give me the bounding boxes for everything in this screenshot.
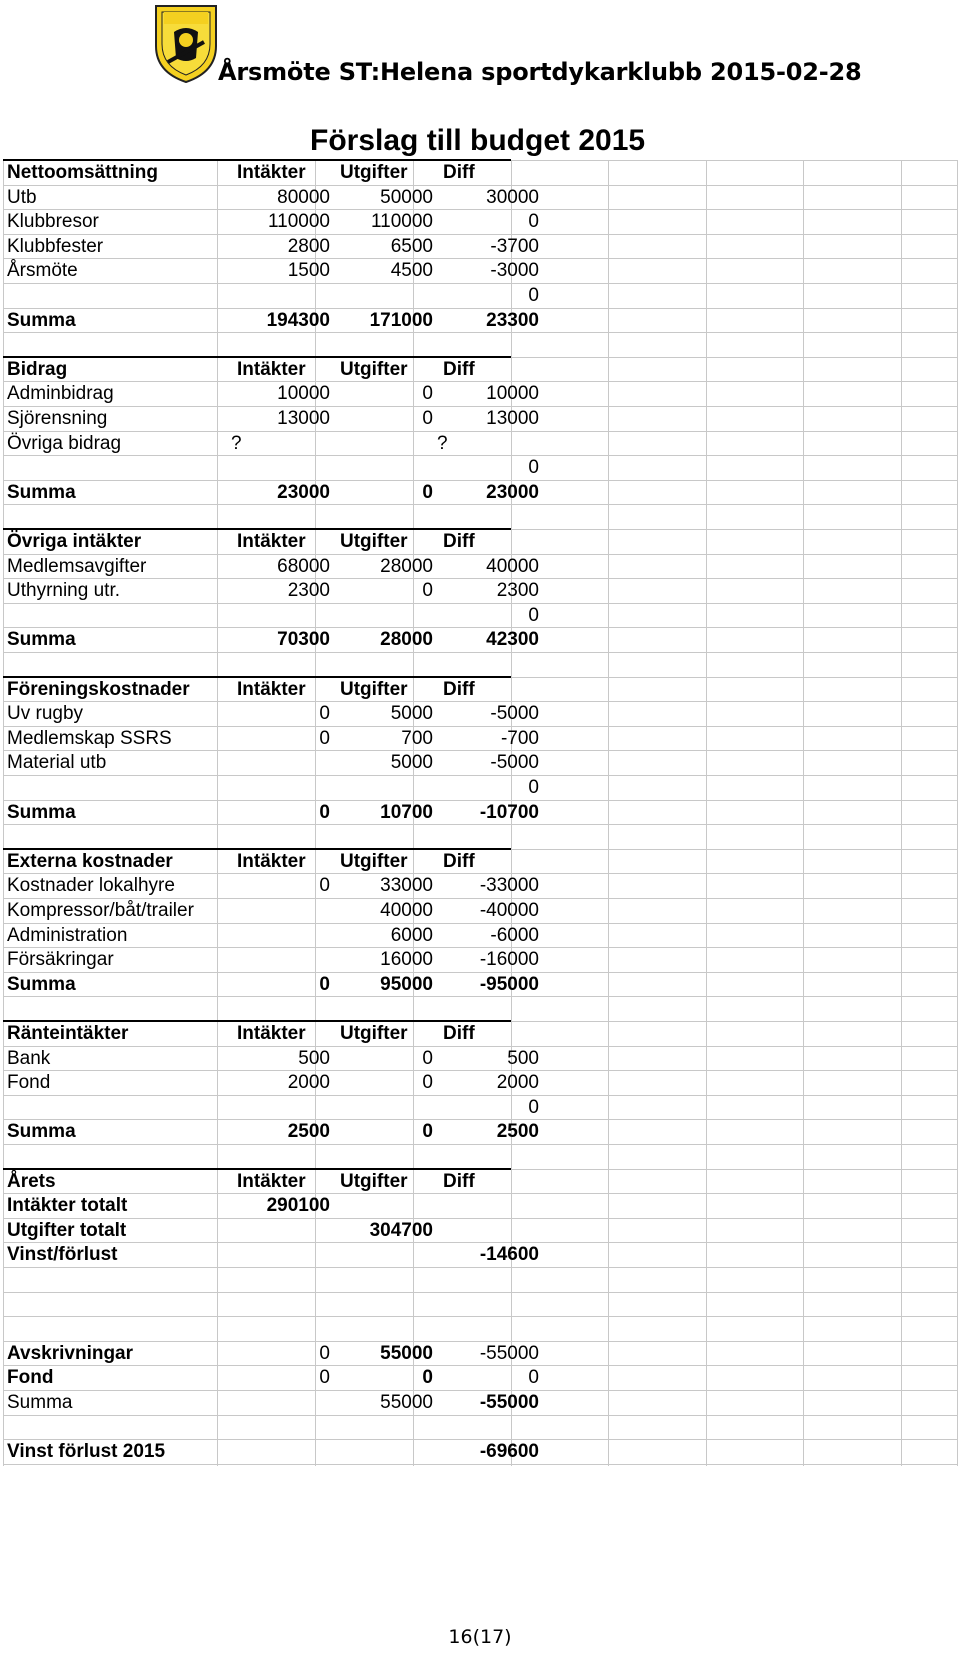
diff-cell — [437, 996, 543, 1022]
section-header-row — [3, 677, 958, 703]
table-row — [3, 1070, 958, 1096]
intakter-cell — [231, 1267, 334, 1293]
diff-cell: -16000 — [479, 949, 539, 971]
intakter-cell — [231, 824, 334, 850]
diff-cell: -700 — [500, 727, 539, 749]
intakter-cell — [231, 1439, 334, 1465]
diff-cell — [437, 824, 543, 850]
utgifter-cell: 304700 — [369, 1219, 433, 1241]
table-row — [3, 775, 958, 801]
row-label: Årsmöte — [7, 260, 78, 282]
intakter-cell: 0 — [319, 875, 330, 897]
row-label: Medlemskap SSRS — [7, 727, 172, 749]
row-label: Summa — [7, 629, 76, 651]
utgifter-cell: 6000 — [390, 924, 433, 946]
diff-cell: -69600 — [479, 1441, 539, 1463]
intakter-cell: 194300 — [266, 309, 330, 331]
section-top-border — [3, 676, 511, 678]
row-label: Administration — [7, 924, 128, 946]
row-label: Nettoomsättning — [7, 162, 158, 183]
utgifter-cell: 4500 — [390, 260, 433, 282]
utgifter-cell: Utgifter — [340, 850, 408, 872]
utgifter-cell — [334, 1415, 437, 1441]
utgifter-cell: 28000 — [380, 555, 433, 577]
intakter-cell: 0 — [319, 973, 330, 995]
diff-cell: 23000 — [486, 481, 539, 503]
utgifter-cell — [334, 431, 437, 457]
diff-cell: Diff — [443, 358, 475, 380]
intakter-cell — [231, 504, 334, 530]
diff-cell: -6000 — [490, 924, 539, 946]
intakter-cell: Intäkter — [237, 850, 306, 872]
diff-cell: 0 — [528, 285, 539, 306]
utgifter-cell: 700 — [401, 727, 433, 749]
intakter-cell: 0 — [319, 1342, 330, 1364]
table-row — [3, 308, 958, 334]
diff-cell: Diff — [443, 1023, 475, 1044]
utgifter-cell — [334, 332, 437, 358]
utgifter-cell: 95000 — [380, 973, 433, 995]
intakter-cell — [231, 1316, 334, 1342]
intakter-cell: Intäkter — [237, 1023, 306, 1044]
intakter-cell — [231, 283, 334, 309]
intakter-cell: 68000 — [277, 555, 330, 577]
intakter-cell: 110000 — [268, 211, 330, 233]
table-row — [3, 1439, 958, 1465]
utgifter-cell — [334, 1095, 437, 1121]
diff-cell: -10700 — [479, 801, 539, 823]
intakter-cell — [231, 332, 334, 358]
budget-spreadsheet — [3, 160, 958, 1466]
row-label: Vinst/förlust — [7, 1244, 118, 1266]
row-label: Uthyrning utr. — [7, 580, 120, 602]
table-row — [3, 431, 958, 457]
table-row — [3, 1242, 958, 1268]
row-label: Sjörensning — [7, 408, 108, 429]
diff-cell: 0 — [528, 211, 539, 233]
diff-cell — [437, 1267, 543, 1293]
table-row — [3, 1390, 958, 1416]
intakter-cell — [231, 1292, 334, 1318]
intakter-cell — [231, 775, 334, 801]
diff-cell: 2000 — [496, 1072, 539, 1094]
intakter-cell: Intäkter — [237, 531, 306, 552]
intakter-cell: 0 — [319, 727, 330, 749]
document-header-title: Årsmöte ST:Helena sportdykarklubb 2015-02-28 — [218, 58, 862, 86]
table-row — [3, 701, 958, 727]
utgifter-cell — [334, 1292, 437, 1318]
diff-cell: -3000 — [490, 260, 539, 282]
intakter-cell — [231, 898, 334, 924]
section-top-border — [3, 356, 511, 358]
utgifter-cell: 171000 — [369, 309, 433, 331]
row-label — [7, 1095, 232, 1121]
diff-cell — [437, 504, 543, 530]
table-row — [3, 406, 958, 432]
table-row — [3, 750, 958, 776]
club-logo — [152, 2, 220, 84]
table-row — [3, 1365, 958, 1391]
section-header-row — [3, 529, 958, 555]
utgifter-cell: 28000 — [380, 629, 433, 651]
utgifter-cell: 10700 — [380, 801, 433, 823]
utgifter-cell: 0 — [422, 1367, 433, 1389]
intakter-cell: 2300 — [287, 580, 330, 602]
diff-cell: 0 — [528, 1096, 539, 1118]
intakter-cell: 290100 — [266, 1195, 330, 1217]
row-label: Summa — [7, 801, 76, 823]
row-label: Kostnader lokalhyre — [7, 875, 175, 897]
row-label: Utb — [7, 186, 37, 208]
intakter-cell — [231, 1144, 334, 1170]
utgifter-cell: 0 — [422, 1121, 433, 1143]
intakter-cell: 0 — [319, 1367, 330, 1389]
utgifter-cell — [334, 775, 437, 801]
intakter-cell — [231, 455, 334, 481]
page-number: 16(17) — [448, 1626, 512, 1648]
intakter-cell — [231, 1242, 334, 1268]
utgifter-cell: Utgifter — [340, 531, 408, 552]
diff-cell: 0 — [528, 604, 539, 626]
utgifter-cell: 55000 — [380, 1392, 433, 1413]
row-label: Summa — [7, 1121, 76, 1143]
utgifter-cell — [334, 603, 437, 629]
table-row — [3, 504, 958, 530]
diff-cell: Diff — [443, 678, 475, 700]
diff-cell — [437, 1292, 543, 1318]
table-row — [3, 603, 958, 629]
intakter-cell: 2800 — [287, 235, 330, 257]
utgifter-cell: 0 — [422, 481, 433, 503]
row-label: Ränteintäkter — [7, 1023, 129, 1044]
diff-cell: 500 — [507, 1047, 539, 1069]
diff-cell: -5000 — [490, 752, 539, 774]
utgifter-cell — [334, 1193, 437, 1219]
section-top-border — [3, 1168, 511, 1170]
table-row — [3, 455, 958, 481]
utgifter-cell — [334, 996, 437, 1022]
table-row — [3, 947, 958, 973]
utgifter-cell: 5000 — [390, 703, 433, 725]
intakter-cell: 2000 — [287, 1072, 330, 1094]
row-label: Summa — [7, 973, 76, 995]
diff-cell: 23300 — [486, 309, 539, 331]
section-top-border — [3, 528, 511, 530]
table-row — [3, 652, 958, 678]
diff-cell: -33000 — [479, 875, 539, 897]
table-row — [3, 332, 958, 358]
intakter-cell — [231, 652, 334, 678]
utgifter-cell: 40000 — [380, 900, 433, 921]
utgifter-cell: 33000 — [380, 875, 433, 897]
section-header-row — [3, 160, 958, 186]
intakter-cell: Intäkter — [237, 1170, 306, 1192]
utgifter-cell: Utgifter — [340, 1170, 408, 1192]
table-row — [3, 209, 958, 235]
row-label — [7, 1267, 232, 1293]
utgifter-cell: 0 — [422, 408, 433, 429]
intakter-cell: Intäkter — [237, 678, 306, 700]
utgifter-cell: 0 — [422, 1047, 433, 1069]
section-header-row — [3, 849, 958, 875]
table-row — [3, 258, 958, 284]
utgifter-cell: 110000 — [371, 211, 433, 233]
utgifter-cell: 0 — [422, 580, 433, 602]
table-row — [3, 972, 958, 998]
table-row — [3, 1415, 958, 1441]
diff-cell: Diff — [443, 162, 475, 183]
table-row — [3, 381, 958, 407]
table-row — [3, 185, 958, 211]
row-label: Summa — [7, 1392, 73, 1413]
section-header-row — [3, 1021, 958, 1047]
section-top-border — [3, 159, 511, 161]
row-label — [7, 332, 232, 358]
row-label: Övriga intäkter — [7, 531, 142, 552]
diff-cell — [437, 1144, 543, 1170]
intakter-cell — [231, 603, 334, 629]
utgifter-cell: Utgifter — [340, 678, 408, 700]
diff-cell: 2500 — [496, 1121, 539, 1143]
diff-cell: -55000 — [479, 1342, 539, 1364]
diff-cell: 0 — [528, 1367, 539, 1389]
intakter-cell — [231, 996, 334, 1022]
diff-cell: 10000 — [486, 383, 539, 405]
utgifter-cell: 0 — [422, 1072, 433, 1094]
row-label — [7, 1144, 232, 1170]
utgifter-cell: 5000 — [390, 752, 433, 774]
row-label: Externa kostnader — [7, 850, 173, 872]
budget-title: Förslag till budget 2015 — [310, 124, 646, 157]
table-row — [3, 1267, 958, 1293]
intakter-cell — [231, 1095, 334, 1121]
row-label: Adminbidrag — [7, 383, 114, 405]
row-label — [7, 1316, 232, 1342]
diff-cell: 30000 — [486, 186, 539, 208]
utgifter-cell: Utgifter — [340, 1023, 408, 1044]
utgifter-cell: Utgifter — [340, 162, 408, 183]
diff-cell — [437, 1316, 543, 1342]
table-row — [3, 627, 958, 653]
diff-cell — [437, 1193, 543, 1219]
intakter-cell — [231, 1390, 334, 1416]
diff-cell — [437, 652, 543, 678]
utgifter-cell — [334, 824, 437, 850]
utgifter-cell — [334, 1144, 437, 1170]
diff-cell: 42300 — [486, 629, 539, 651]
section-top-border — [3, 848, 511, 850]
diff-cell: ? — [437, 432, 448, 454]
row-label: Försäkringar — [7, 949, 114, 971]
table-row — [3, 1046, 958, 1072]
row-label: Klubbresor — [7, 211, 99, 233]
intakter-cell — [231, 947, 334, 973]
table-row — [3, 800, 958, 826]
intakter-cell: 2500 — [287, 1121, 330, 1143]
utgifter-cell: 0 — [422, 383, 433, 405]
diff-cell: -3700 — [490, 235, 539, 257]
diff-cell: -95000 — [479, 973, 539, 995]
table-row — [3, 726, 958, 752]
diff-cell: 0 — [528, 777, 539, 798]
row-label: Fond — [7, 1367, 54, 1389]
row-label: Utgifter totalt — [7, 1219, 127, 1241]
table-row — [3, 1292, 958, 1318]
intakter-cell — [231, 923, 334, 949]
row-label: Vinst förlust 2015 — [7, 1441, 166, 1463]
utgifter-cell — [334, 504, 437, 530]
table-row — [3, 898, 958, 924]
intakter-cell: 10000 — [277, 383, 330, 405]
row-label: Kompressor/båt/trailer — [7, 900, 194, 921]
intakter-cell: 1500 — [287, 260, 330, 282]
intakter-cell — [231, 1218, 334, 1244]
table-row — [3, 578, 958, 604]
diff-cell: 2300 — [496, 580, 539, 602]
section-header-row — [3, 1169, 958, 1195]
diff-cell — [437, 1415, 543, 1441]
row-label — [7, 455, 232, 481]
diff-cell: Diff — [443, 850, 475, 872]
row-label — [7, 775, 232, 801]
intakter-cell: 0 — [319, 703, 330, 725]
diff-cell: -14600 — [479, 1244, 539, 1266]
table-row — [3, 1193, 958, 1219]
diff-cell: -40000 — [479, 900, 539, 921]
utgifter-cell — [334, 1439, 437, 1465]
row-label: Summa — [7, 481, 76, 503]
intakter-cell: 70300 — [277, 629, 330, 651]
row-label: Medlemsavgifter — [7, 555, 147, 577]
row-label: Övriga bidrag — [7, 432, 122, 454]
table-row — [3, 1119, 958, 1145]
diff-cell: Diff — [443, 1170, 475, 1192]
table-row — [3, 234, 958, 260]
table-row — [3, 923, 958, 949]
diff-cell: 40000 — [486, 555, 539, 577]
row-label — [7, 1292, 232, 1318]
intakter-cell: 0 — [319, 801, 330, 823]
table-row — [3, 1316, 958, 1342]
diff-cell: Diff — [443, 531, 475, 552]
intakter-cell: Intäkter — [237, 358, 306, 380]
row-label — [7, 603, 232, 629]
diff-cell: 13000 — [486, 408, 539, 429]
utgifter-cell: 55000 — [380, 1342, 433, 1364]
intakter-cell: ? — [231, 432, 242, 454]
row-label: Bank — [7, 1047, 51, 1069]
utgifter-cell — [334, 455, 437, 481]
diff-cell: -55000 — [479, 1392, 539, 1413]
row-label: Summa — [7, 309, 76, 331]
table-row — [3, 996, 958, 1022]
row-label: Material utb — [7, 752, 107, 774]
diff-cell — [437, 332, 543, 358]
row-label: Uv rugby — [7, 703, 84, 725]
diff-cell: -5000 — [490, 703, 539, 725]
intakter-cell: 500 — [298, 1047, 330, 1069]
utgifter-cell — [334, 652, 437, 678]
row-label — [7, 504, 232, 530]
section-top-border — [3, 1020, 511, 1022]
utgifter-cell: 16000 — [380, 949, 433, 971]
row-label — [7, 283, 232, 309]
row-label: Avskrivningar — [7, 1342, 134, 1364]
row-label — [7, 1415, 232, 1441]
utgifter-cell: Utgifter — [340, 358, 408, 380]
intakter-cell: 80000 — [277, 186, 330, 208]
utgifter-cell: 6500 — [390, 235, 433, 257]
intakter-cell: 23000 — [277, 481, 330, 503]
table-row — [3, 480, 958, 506]
table-row — [3, 824, 958, 850]
table-row — [3, 1218, 958, 1244]
table-row — [3, 554, 958, 580]
intakter-cell: 13000 — [277, 408, 330, 429]
row-label: Årets — [7, 1170, 56, 1192]
table-row — [3, 283, 958, 309]
utgifter-cell — [334, 1316, 437, 1342]
row-label: Föreningskostnader — [7, 678, 190, 700]
table-row — [3, 873, 958, 899]
table-row — [3, 1095, 958, 1121]
utgifter-cell — [334, 1267, 437, 1293]
utgifter-cell: 50000 — [380, 186, 433, 208]
table-row — [3, 1341, 958, 1367]
intakter-cell: Intäkter — [237, 162, 306, 183]
diff-cell: 0 — [528, 457, 539, 479]
intakter-cell — [231, 1415, 334, 1441]
row-label: Bidrag — [7, 358, 68, 380]
section-header-row — [3, 357, 958, 383]
row-label: Klubbfester — [7, 235, 104, 257]
row-label — [7, 996, 232, 1022]
row-label — [7, 824, 232, 850]
utgifter-cell — [334, 1242, 437, 1268]
intakter-cell — [231, 750, 334, 776]
utgifter-cell — [334, 283, 437, 309]
diff-cell — [437, 1218, 543, 1244]
row-label: Fond — [7, 1072, 51, 1094]
row-label: Intäkter totalt — [7, 1195, 128, 1217]
table-row — [3, 1144, 958, 1170]
row-label — [7, 652, 232, 678]
